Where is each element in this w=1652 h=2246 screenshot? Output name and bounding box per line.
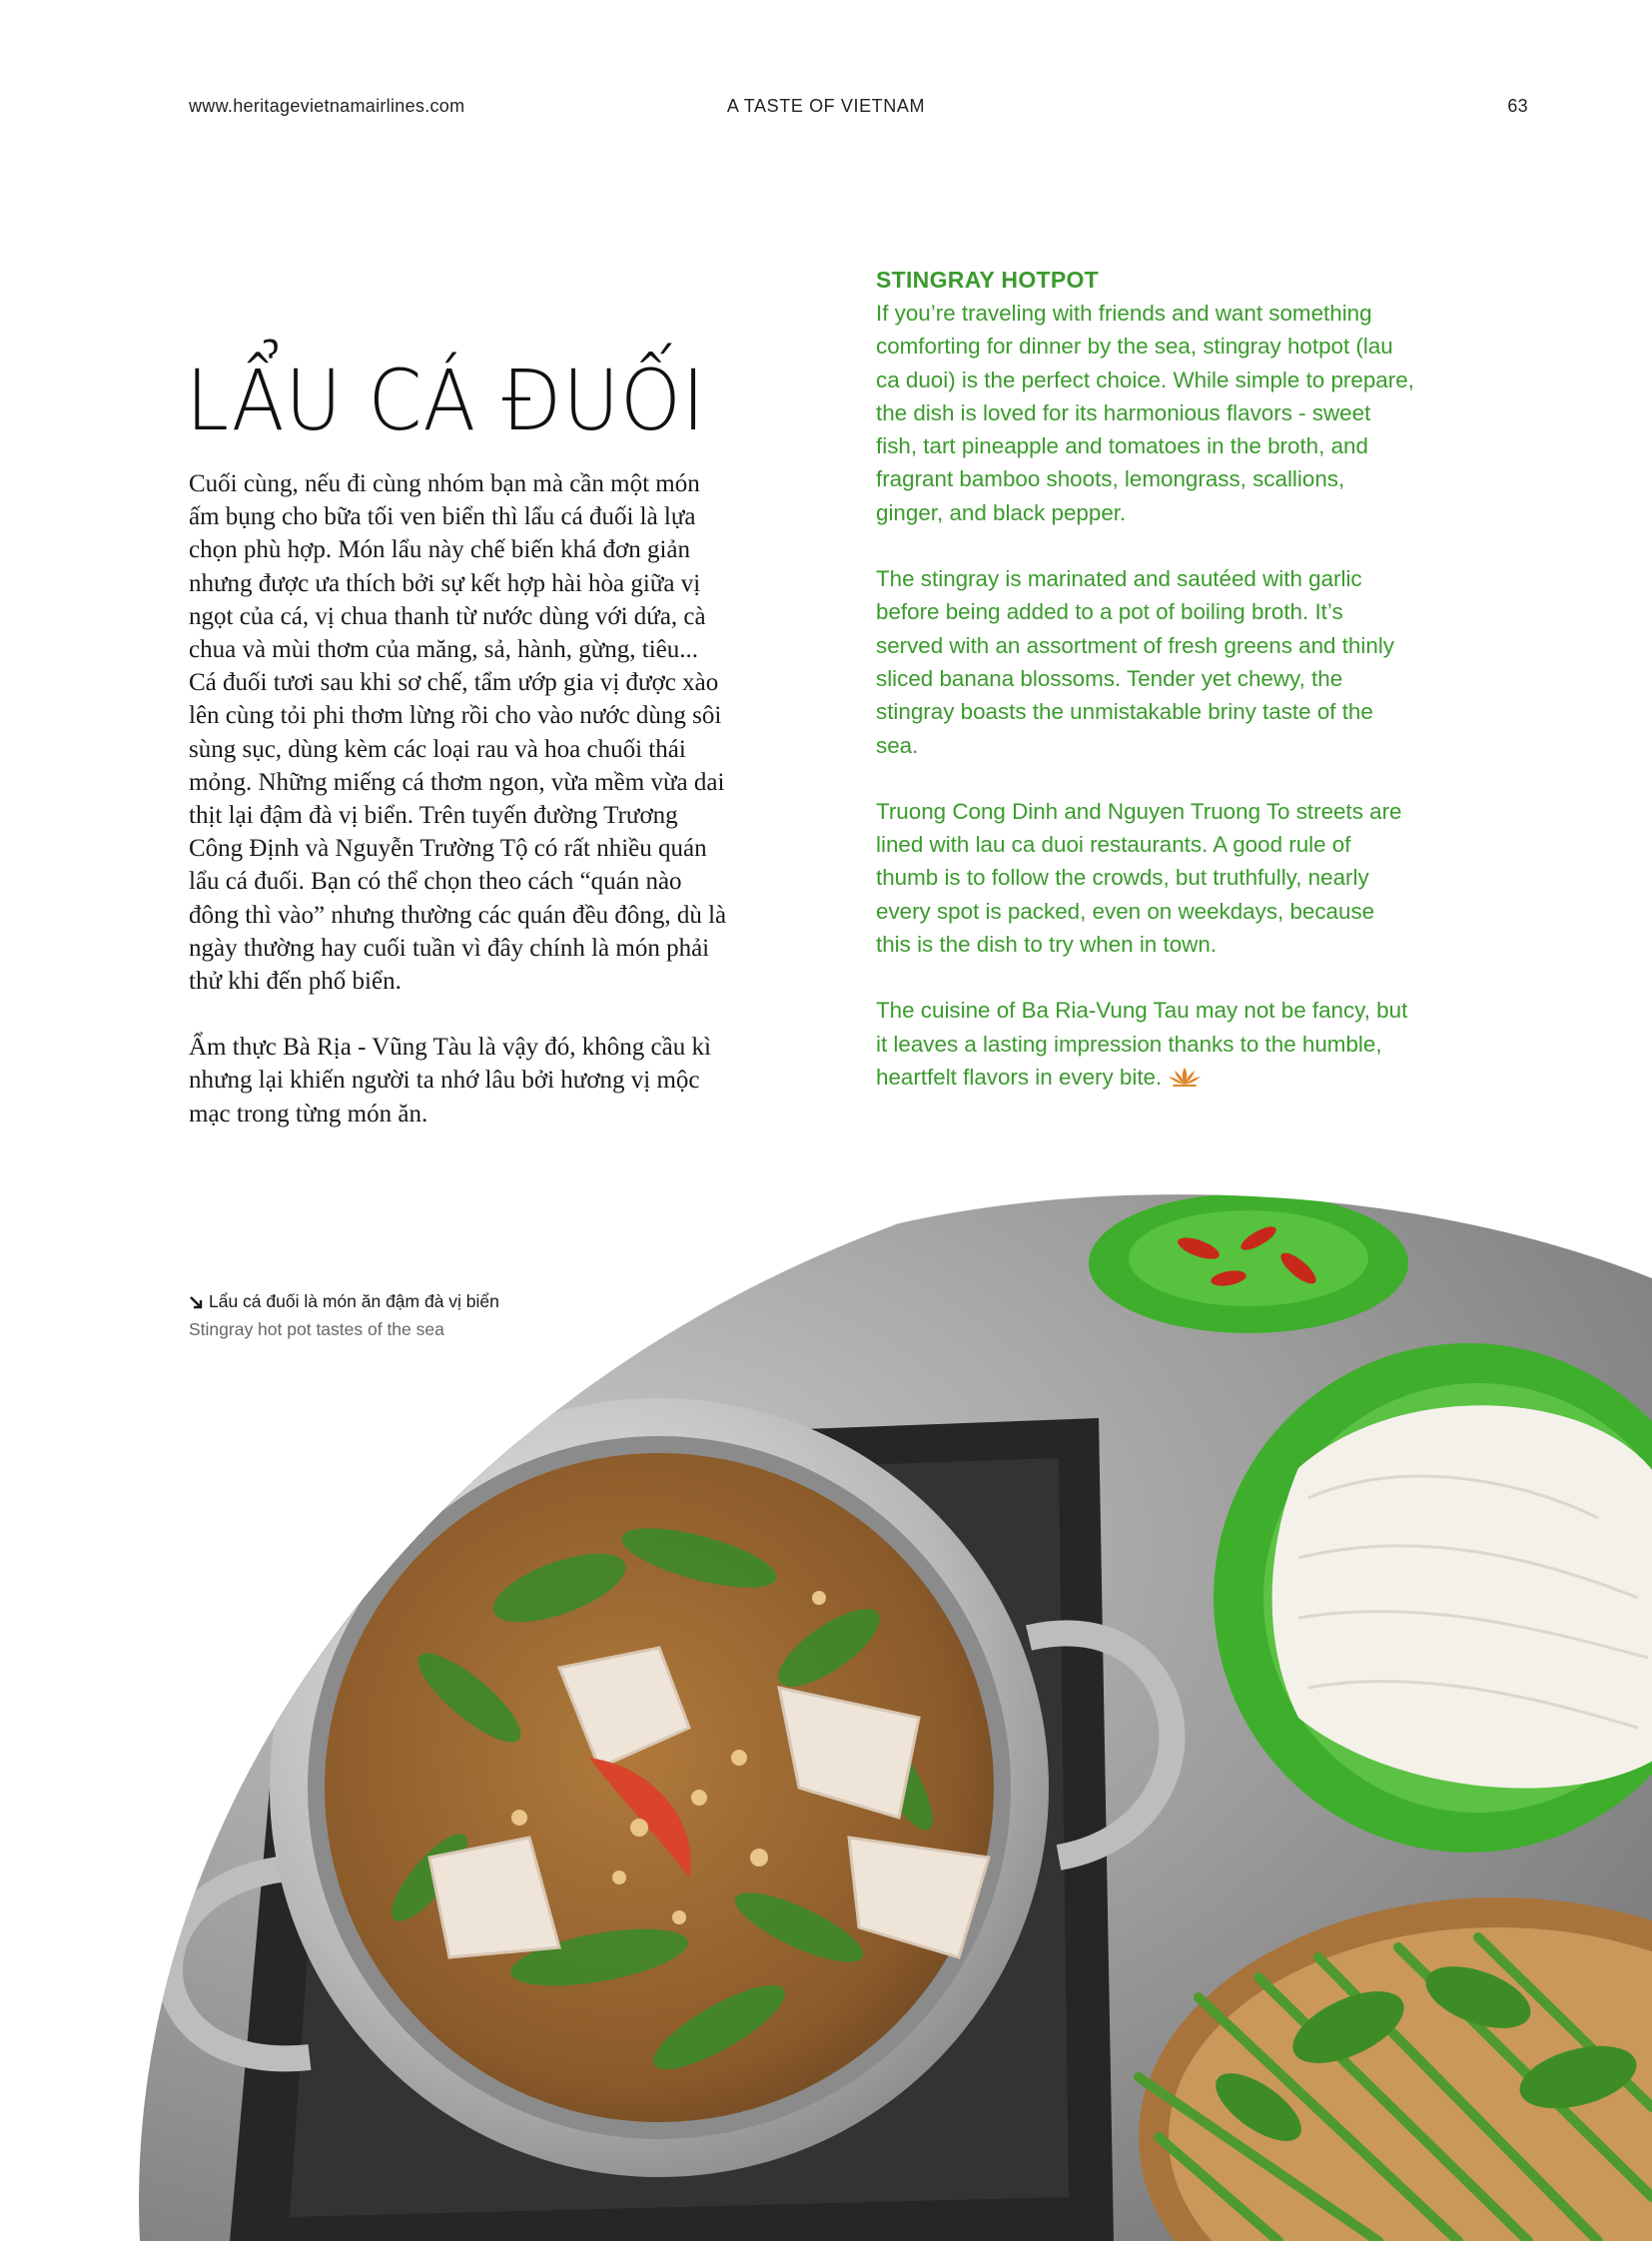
english-paragraph: Truong Cong Dinh and Nguyen Truong To streets are lined with lau ca duoi restaurants. A good rule of thumb is to follow the crowds, but truthfully, nearly every spot is packed, even on weekdays, because this is the dish to try when in town. bbox=[876, 798, 1402, 958]
english-heading: STINGRAY HOTPOT bbox=[876, 267, 1100, 293]
arrow-down-right-icon bbox=[189, 1290, 203, 1316]
english-paragraph-last bbox=[876, 994, 1415, 1097]
english-paragraph: The stingray is marinated and sautéed with garlic before being added to a pot of boiling broth. It’s served with an assortment of fresh greens and thinly sliced banana blossoms. Tender yet chewy, the stingray boasts the unmistakable briny taste of the sea. bbox=[876, 566, 1394, 758]
caption-vietnamese: Lẩu cá đuối là món ăn đậm đà vị biển bbox=[209, 1291, 499, 1311]
vietnamese-body bbox=[189, 467, 728, 1163]
caption-vietnamese-line bbox=[189, 1288, 499, 1316]
website-url[interactable]: www.heritagevietnamairlines.com bbox=[189, 96, 465, 116]
photo-caption bbox=[189, 1288, 499, 1342]
english-paragraph: If you’re traveling with friends and want something comforting for dinner by the sea, stingray hotpot (lau ca duoi) is the perfect choice. While simple to prepare, the dish is loved for its harmonious flavors - sweet fish, tart pineapple and tomatoes in the broth, and fragrant bamboo shoots, lemongrass, scallions, ginger, and black pepper. bbox=[876, 301, 1414, 525]
english-column bbox=[876, 264, 1415, 1129]
section-title: A TASTE OF VIETNAM bbox=[726, 96, 926, 116]
vietnamese-title: LẨU CÁ ĐUỐI bbox=[186, 352, 706, 449]
vietnamese-paragraph: Ẩm thực Bà Rịa - Vũng Tàu là vậy đó, không cầu kì nhưng lại khiến người ta nhớ lâu bởi hương vị mộc mạc trong từng món ăn. bbox=[189, 1034, 711, 1127]
lotus-icon bbox=[1168, 1064, 1202, 1097]
caption-english: Stingray hot pot tastes of the sea bbox=[189, 1319, 444, 1339]
page-number: 63 bbox=[1507, 96, 1528, 116]
vietnamese-paragraph: Cuối cùng, nếu đi cùng nhóm bạn mà cần một món ấm bụng cho bữa tối ven biển thì lẩu cá đuối là lựa chọn phù hợp. Món lẩu này chế biến khá đơn giản nhưng được ưa thích bởi sự kết hợp hài hòa giữa vị ngọt của cá, vị chua thanh từ nước dùng với dứa, cà chua và mùi thơm của măng, sả, hành, gừng, tiêu... Cá đuối tươi sau khi sơ chế, tẩm ướp gia vị được xào lên cùng tỏi phi thơm lừng rồi cho vào nước dùng sôi sùng sục, dùng kèm các loại rau và hoa chuối thái mỏng. Những miếng cá thơm ngon, vừa mềm vừa dai thịt lại đậm đà vị biển. Trên tuyến đường Trương Công Định và Nguyễn Trường Tộ có rất nhiều quán lẩu cá đuối. Bạn có thể chọn theo cách “quán nào đông thì vào” nhưng thường các quán đều đông, dù là ngày thường hay cuối tuần vì đây chính là món phải thử khi đến phố biển. bbox=[189, 470, 727, 996]
english-paragraph-text: The cuisine of Ba Ria-Vung Tau may not be fancy, but it leaves a lasting impression thanks to the humble, heartfelt flavors in every bite. bbox=[876, 998, 1408, 1090]
